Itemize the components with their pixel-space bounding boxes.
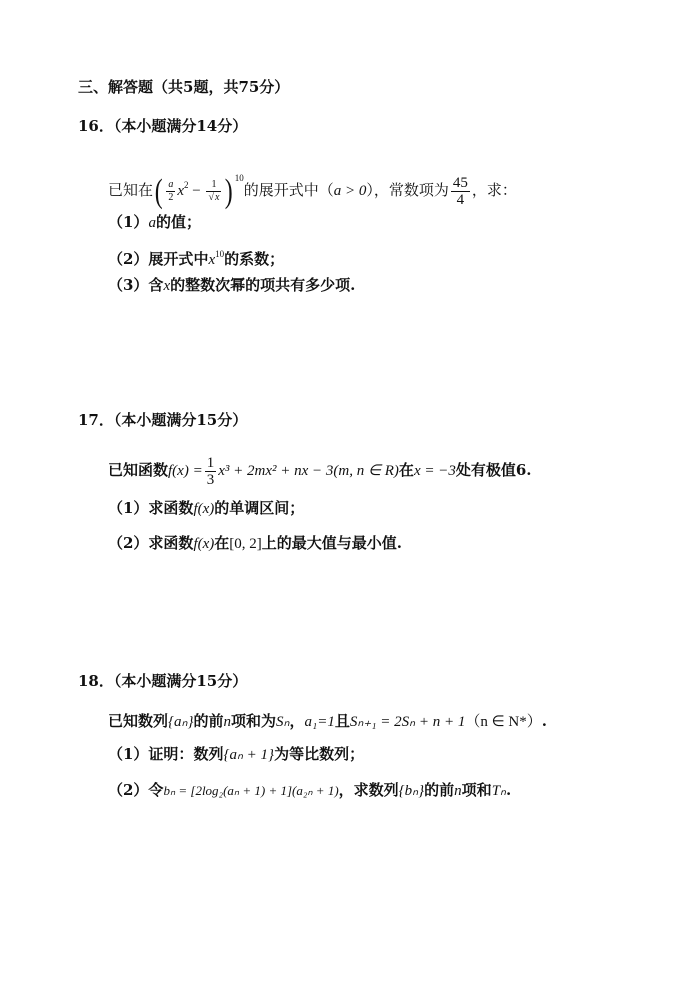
q17-function-expression: x³ + 2mx² + nx − 3(m, n ∈ R)	[218, 463, 399, 479]
q17-condition: x = −3	[413, 463, 456, 479]
q17-part-1: （1）求函数f(x)的单调区间；	[108, 499, 305, 517]
q18-part-1: （1）证明：数列{aₙ + 1}为等比数列；	[108, 745, 365, 763]
q16-stem: 已知在( $\frac{a}{2}$ $x^2$ − $\frac{1}{√x}$ ) $^{10}$的展开式中（a > 0），常数项为 $\frac{45}{4}$ ，求：	[108, 172, 517, 210]
one-third-fraction: $\frac{1}{3}$	[206, 454, 215, 488]
q16-binomial-expression: ( $\frac{a}{2}$ $x^2$ − $\frac{1}{√x}$ ) $^{10}$	[154, 172, 244, 210]
q18-stem: 已知数列{aₙ}的前n项和为Sₙ，a₁=1且Sₙ₊₁ = 2Sₙ + n + 1（n ∈ N*）.	[108, 712, 547, 730]
q17-header: 17．（本小题满分15分）	[78, 411, 248, 429]
q17-function-name: f(x) =	[168, 463, 203, 479]
q16-part-1: （1）a的值；	[108, 213, 201, 231]
q16-stem-text: 已知在	[108, 181, 154, 199]
q16-part-3: （3）含x的整数次幂的项共有多少项.	[108, 276, 356, 294]
a-over-2-fraction: $\frac{a}{2}$	[168, 179, 174, 204]
q16-header: 16．（本小题满分14分）	[78, 117, 248, 135]
q18-part-2: （2）令bₙ = [2log₂(aₙ + 1) + 1](a₂ₙ + 1)，求数列{bₙ}的前n项和Tₙ.	[108, 781, 512, 799]
q18-header: 18．（本小题满分15分）	[78, 672, 248, 690]
q16-condition: a > 0	[333, 183, 367, 199]
q17-stem: 已知函数f(x) = $\frac{1}{3}$ x³ + 2mx² + nx − 3(m, n ∈ R)在x = −3处有极值6.	[108, 454, 532, 488]
q17-part-2: （2）求函数f(x)在[0, 2]上的最大值与最小值.	[108, 534, 403, 552]
forty-five-over-four-fraction: $\frac{45}{4}$	[452, 174, 468, 208]
section-title: 三、解答题（共5题，共75分）	[78, 78, 290, 96]
q16-part-2: （2）展开式中$x^{10}$的系数；	[108, 249, 285, 268]
one-over-sqrt-x-fraction: $\frac{1}{√x}$	[208, 179, 220, 204]
